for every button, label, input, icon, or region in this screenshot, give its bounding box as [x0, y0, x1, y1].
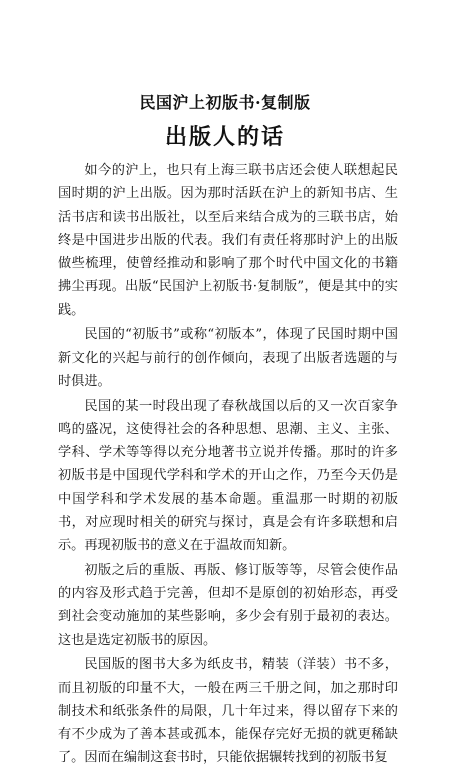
paragraph: 民国的某一时段出现了春秋战国以后的又一次百家争鸣的盛况，这使得社会的各种思想、思潮、主义、主张、学科、学术等等得以充分地著书立说并传播。那时的许多初版书是中国现代学科和学术的开山之作，乃至今天仍是中国学科和学术发展的基本命题。重温那一时期的初版书，对应现时相关的研究与探讨，真是会有许多联想和启示。再现初版书的意义在于温故而知新。	[58, 398, 398, 553]
paragraph: 初版之后的重版、再版、修订版等等，尽管会使作品的内容及形式趋于完善，但却不是原创的初始形态，再受到社会变动施加的某些影响，多少会有别于最初的表达。这也是选定初版书的原因。	[58, 562, 398, 648]
paragraph: 民国版的图书大多为纸皮书，精装（洋装）书不多，而且初版的印量不大，一般在两三千册之间，加之那时印制技术和纸张条件的局限，几十年过来，得以留存下来的有不少成为了善本甚或孤本，能保存完好无损的就更稀缺了。因而在编制这套书时，只能依据辗转找到的初版书复	[58, 657, 398, 766]
series-title: 民国沪上初版书·复制版	[139, 93, 311, 112]
paragraph: 如今的沪上，也只有上海三联书店还会使人联想起民国时期的沪上出版。因为那时活跃在沪上的新知书店、生活书店和读书出版社，以至后来结合成为的三联书店，始终是中国进步出版的代表。我们有责任将那时沪上的出版做些梳理，使曾经推动和影响了那个时代中国文化的书籍拂尘再现。出版“民国沪上初版书·复制版”，便是其中的实践。	[58, 163, 398, 318]
paragraph: 民国的“初版书”或称“初版本”，体现了民国时期中国新文化的兴起与前行的创作倾向，表现了出版者选题的与时俱进。	[58, 327, 398, 389]
body-text	[58, 159, 398, 771]
page-title: 出版人的话	[164, 125, 285, 150]
